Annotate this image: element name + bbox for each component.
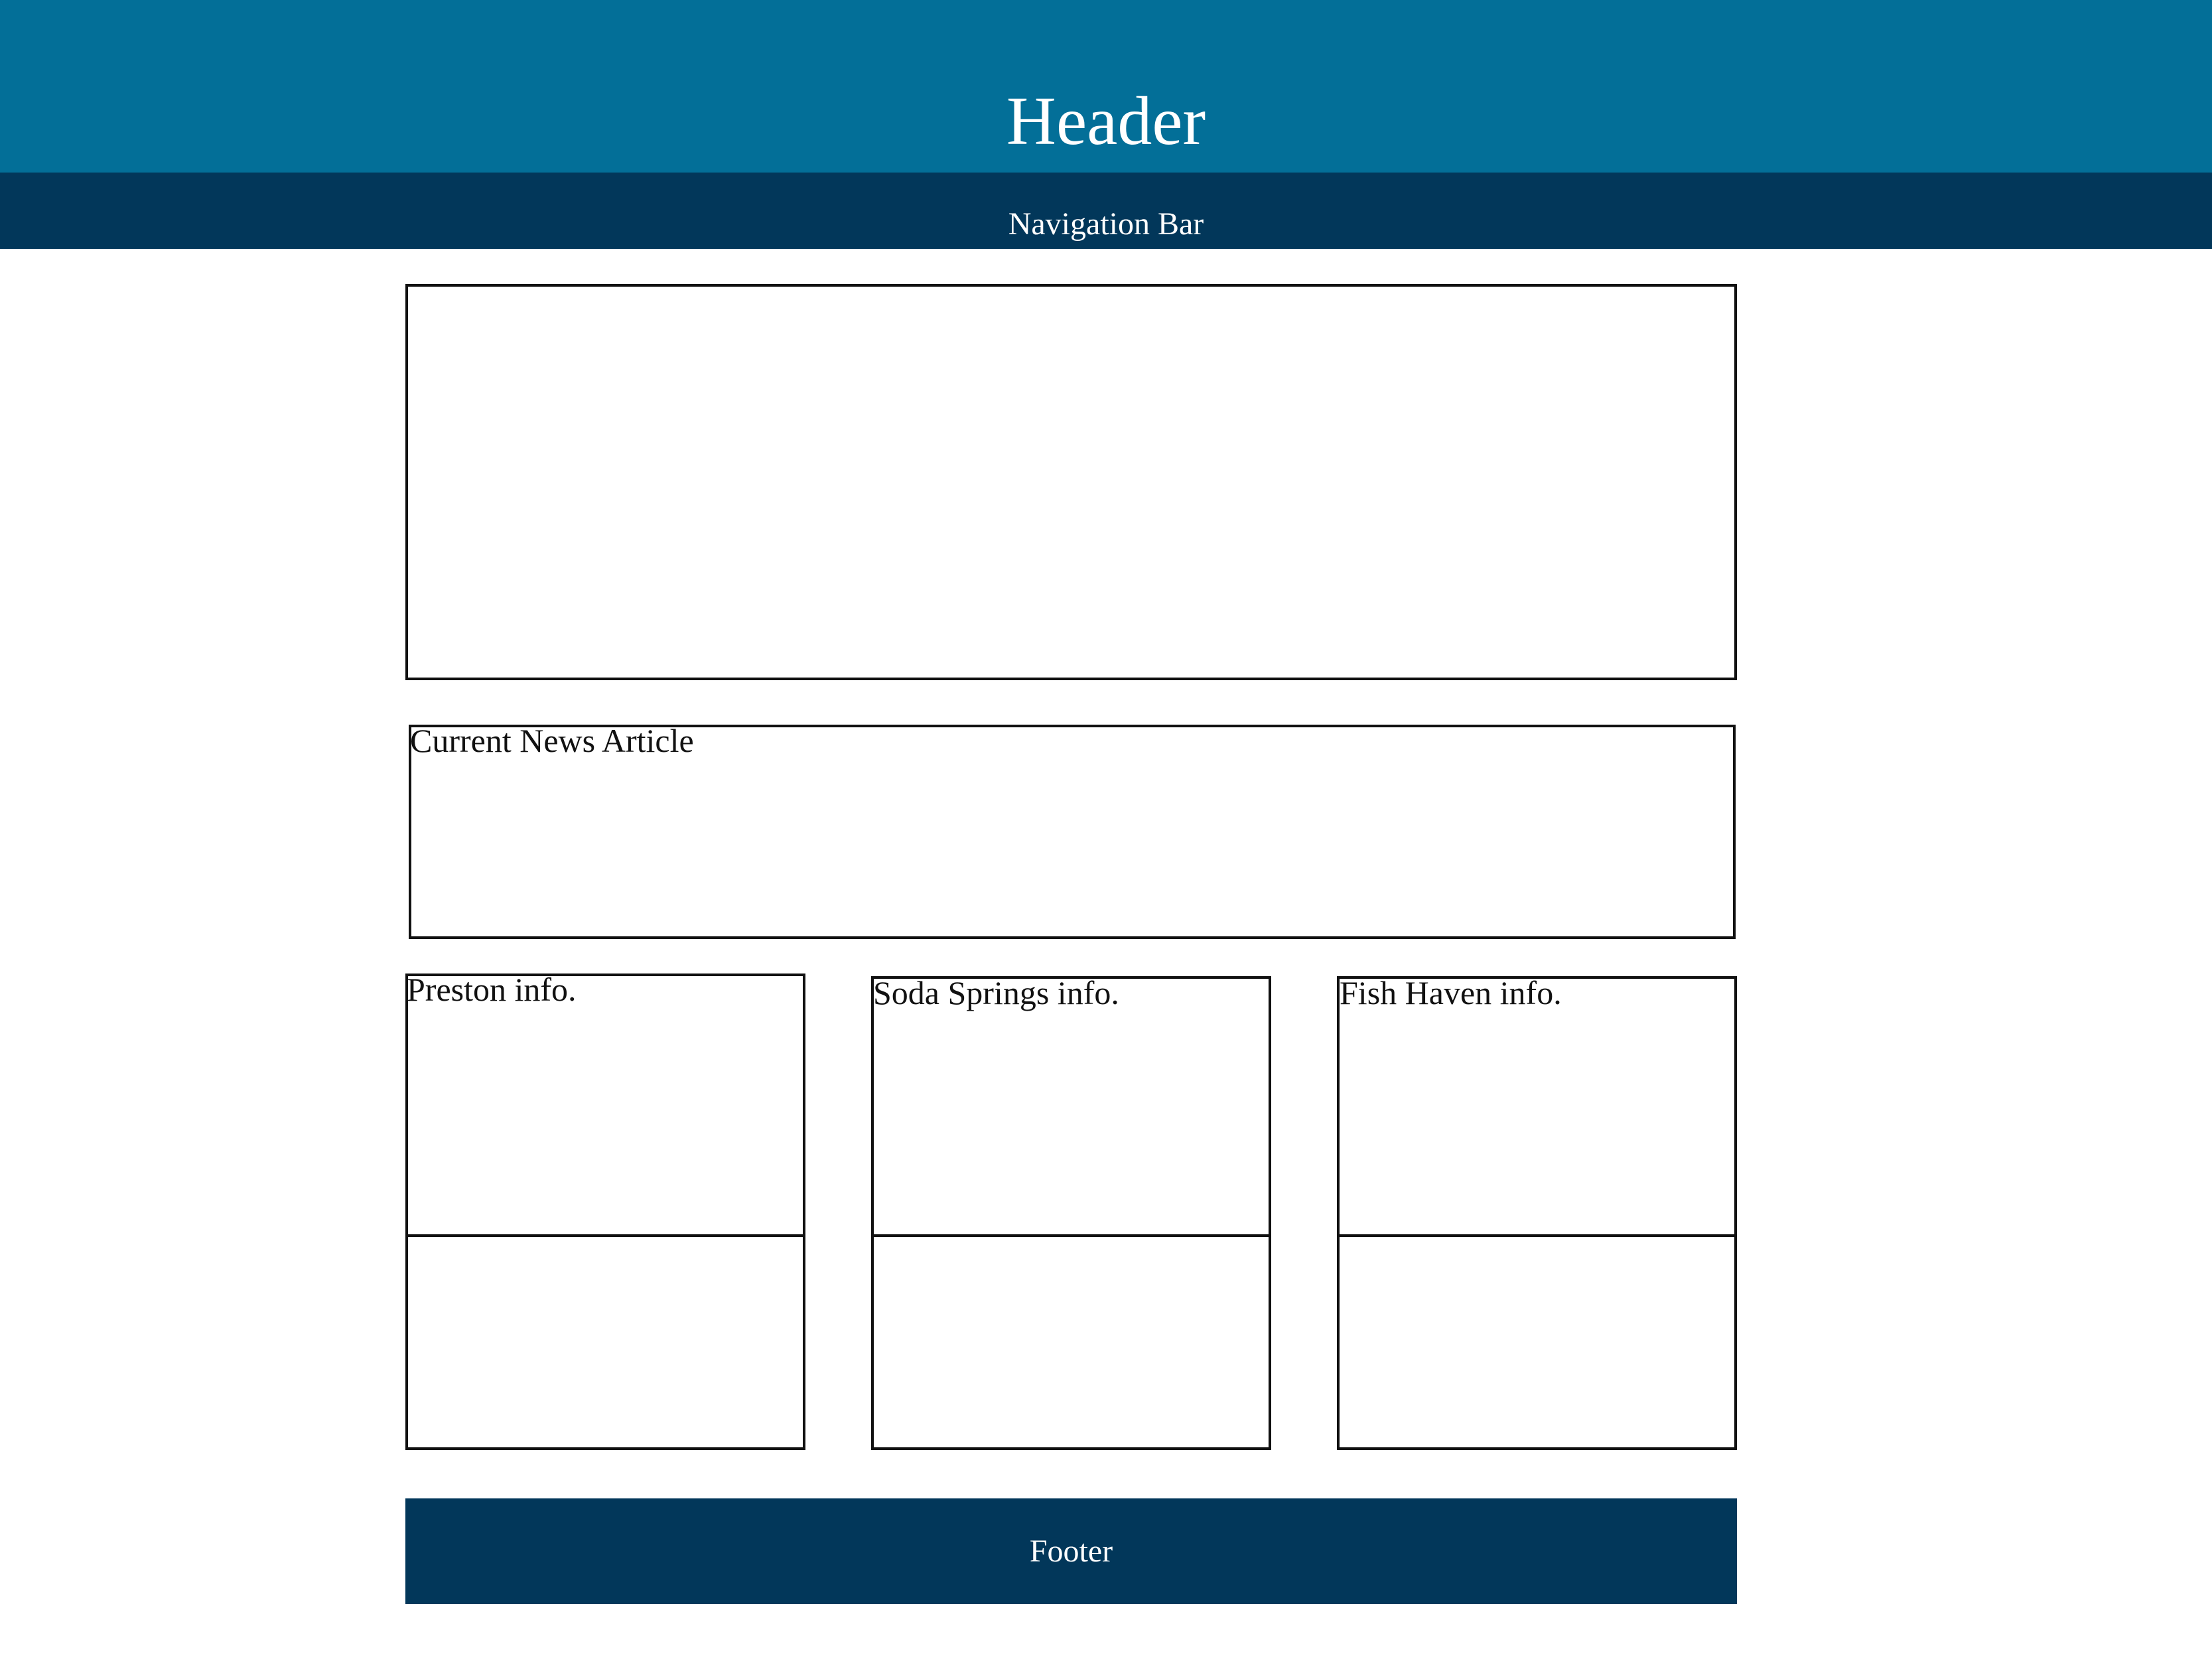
preston-info-label: Preston info. bbox=[407, 971, 577, 1008]
hero-image-placeholder bbox=[405, 284, 1737, 680]
soda-springs-info-box bbox=[871, 976, 1271, 1240]
preston-image-placeholder bbox=[405, 1234, 805, 1450]
soda-springs-info-label: Soda Springs info. bbox=[873, 974, 1119, 1011]
preston-info-box bbox=[405, 974, 805, 1237]
footer-label: Footer bbox=[1029, 1534, 1113, 1569]
fish-haven-image-placeholder bbox=[1337, 1234, 1737, 1450]
soda-springs-image-placeholder bbox=[871, 1234, 1271, 1450]
fish-haven-info-box bbox=[1337, 976, 1737, 1240]
navigation-bar-label: Navigation Bar bbox=[1008, 206, 1204, 242]
header-title: Header bbox=[1006, 83, 1206, 159]
fish-haven-info-label: Fish Haven info. bbox=[1340, 974, 1562, 1011]
current-news-article-label: Current News Article bbox=[410, 722, 694, 759]
